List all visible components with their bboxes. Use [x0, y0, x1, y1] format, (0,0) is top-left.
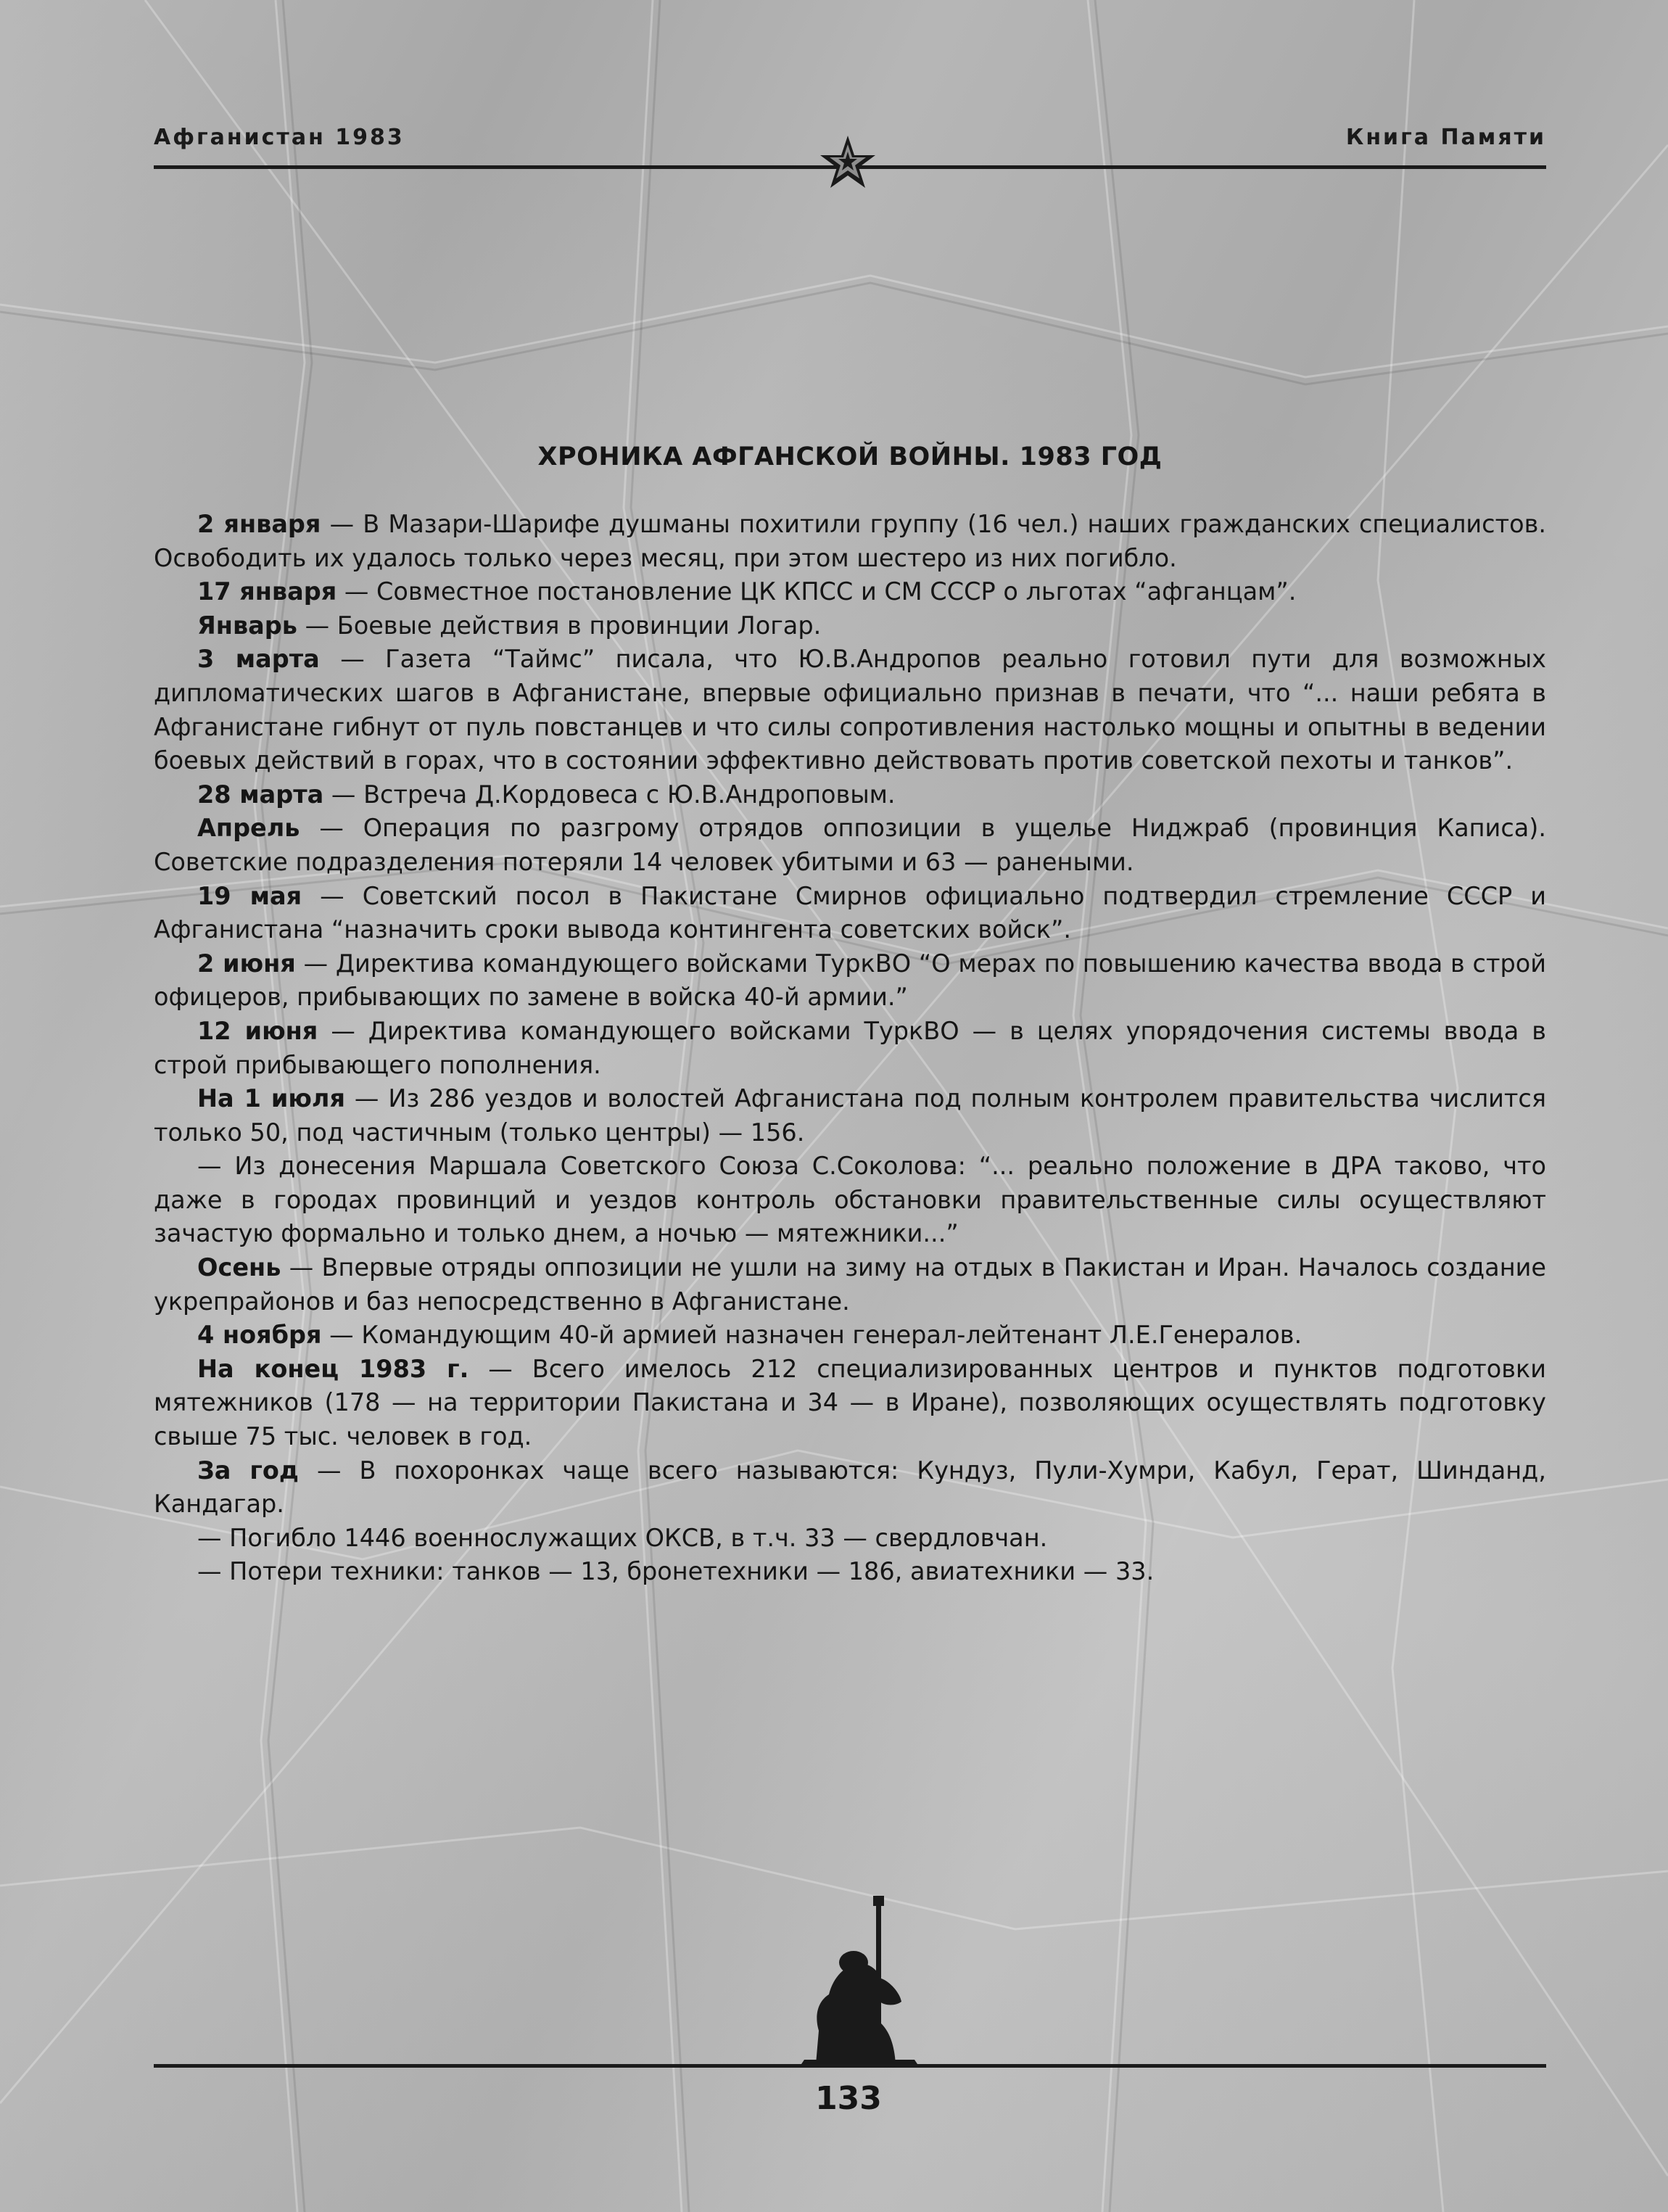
entry-text: — Совместное постановление ЦК КПСС и СМ СССР о льготах “афганцам”. [337, 577, 1297, 606]
chronicle-entry [154, 880, 1546, 947]
entry-date: Осень [197, 1253, 281, 1282]
header-left: Афганистан 1983 [154, 125, 405, 150]
chronicle-entry [154, 1251, 1546, 1318]
chronicle-entry [154, 1353, 1546, 1454]
entry-date: 28 марта [197, 780, 324, 809]
chronicle-entry [154, 1082, 1546, 1150]
chronicle-entry [154, 1150, 1546, 1251]
entry-date: 2 июня [197, 949, 296, 978]
page-title: ХРОНИКА АФГАНСКОЙ ВОЙНЫ. 1983 ГОД [537, 442, 1163, 471]
chronicle-entry [154, 609, 1546, 643]
soldier-silhouette-icon [772, 1893, 932, 2067]
entry-text: — В похоронках чаще всего называются: Кундуз, Пули-Хумри, Кабул, Герат, Шинданд, Кандагар. [154, 1456, 1546, 1519]
chronicle-entry [154, 643, 1546, 777]
entry-date: 2 января [197, 510, 321, 538]
chronicle-entry [154, 508, 1546, 575]
entry-date: На конец 1983 г. [197, 1354, 469, 1383]
entry-text: — Встреча Д.Кордовеса с Ю.В.Андроповым. [323, 780, 896, 809]
entry-text: — В Мазари-Шарифе душманы похитили группу (16 чел.) наших гражданских специалистов. Освободить их удалось только через месяц, при этом шестеро из них погибло. [154, 510, 1546, 572]
entry-date: За год [197, 1456, 299, 1485]
star-icon [819, 134, 877, 192]
entry-text: — Операция по разгрому отрядов оппозиции в ущелье Ниджраб (провинция Каписа). Советские подразделения потеряли 14 человек убитыми и 63 — ранеными. [154, 814, 1546, 876]
entry-date: 19 мая [197, 881, 302, 910]
chronicle-entry [154, 778, 1546, 812]
entry-text: — Впервые отряды оппозиции не ушли на зиму на отдых в Пакистан и Иран. Началось создание укрепрайонов и баз непосредственно в Афганистане. [154, 1253, 1546, 1316]
chronicle-entry [154, 947, 1546, 1015]
entry-date: 3 марта [197, 645, 320, 674]
entry-date: На 1 июля [197, 1084, 345, 1113]
chronicle-entry [154, 812, 1546, 879]
entry-text: — Всего имелось 212 специализированных центров и пунктов подготовки мятежников (178 — на территории Пакистана и 34 — в Иране), позволяющих осуществлять подготовку свыше 75 тыс. человек в год. [154, 1354, 1547, 1451]
chronicle-entry [154, 1318, 1546, 1353]
entry-text: — Погибло 1446 военнослужащих ОКСВ, в т.ч. 33 — свердловчан. [197, 1523, 1048, 1552]
entry-date: Январь [197, 611, 297, 640]
entry-date: 4 ноября [197, 1321, 322, 1350]
entry-text: — Директива командующего войсками ТуркВО — в целях упорядочения системы ввода в строй прибывающего пополнения. [154, 1016, 1546, 1079]
chronicle-entry [154, 1015, 1546, 1082]
entry-date: 12 июня [197, 1016, 318, 1045]
chronicle-entry [154, 1522, 1546, 1556]
entry-text: — Потери техники: танков — 13, бронетехники — 186, авиатехники — 33. [197, 1557, 1155, 1586]
chronicle-entry [154, 1454, 1546, 1522]
page-number: 133 [815, 2080, 882, 2117]
entry-text: — Из донесения Маршала Советского Союза С.Соколова: “... реально положение в ДРА таково, что даже в городах провинций и уездов контроль обстановки правительственные силы осуществляют зачастую формально и только днем, а ночью — мятежники...” [154, 1152, 1546, 1248]
entry-text: — Из 286 уездов и волостей Афганистана под полным контролем правительства числится только 50, под частичным (только центры) — 156. [154, 1084, 1546, 1147]
entry-date: 17 января [197, 577, 337, 606]
header-right: Книга Памяти [1345, 125, 1546, 150]
entry-text: — Газета “Таймс” писала, что Ю.В.Андропов реально готовил пути для возможных дипломатических шагов в Афганистане, впервые официально признав в печати, что “... наши ребята в Афганистане гибнут от пуль повстанцев и что силы сопротивления настолько мощны и опытны в ведении боевых действий в горах, что в состоянии эффективно действовать против советской пехоты и танков”. [154, 645, 1546, 775]
entry-date: Апрель [197, 814, 300, 843]
chronicle-entry [154, 1555, 1546, 1589]
entry-text: — Советский посол в Пакистане Смирнов официально подтвердил стремление СССР и Афганистана “назначить сроки вывода контингента советских войск”. [154, 881, 1547, 944]
entry-text: — Командующим 40-й армией назначен генерал-лейтенант Л.Е.Генералов. [321, 1321, 1302, 1350]
footer-rule [154, 2064, 1546, 2068]
entry-text: — Боевые действия в провинции Логар. [297, 611, 822, 640]
chronicle-text [154, 508, 1546, 1589]
chronicle-entry [154, 575, 1546, 609]
entry-text: — Директива командующего войсками ТуркВО “О мерах по повышению качества ввода в строй офицеров, прибывающих по замене в войска 40-й армии.” [154, 949, 1547, 1012]
